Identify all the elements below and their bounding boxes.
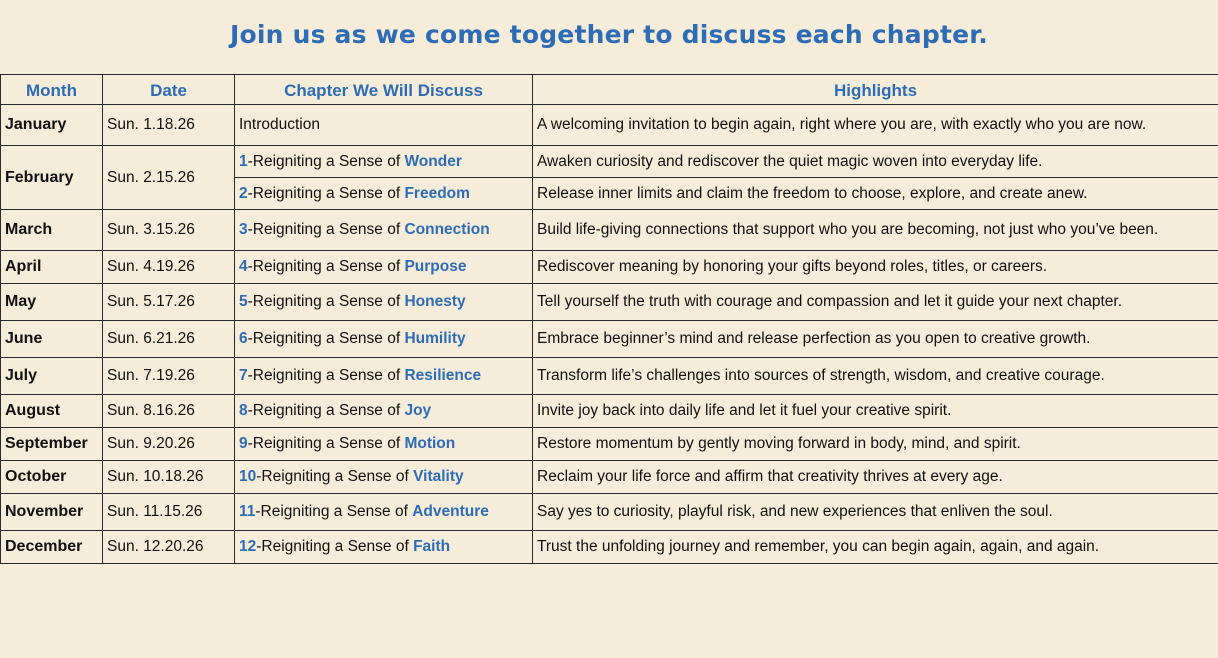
- chapter-keyword: Vitality: [413, 468, 464, 485]
- chapter-text: -Reigniting a Sense of: [247, 184, 405, 202]
- table-row: [1, 146, 1218, 178]
- chapter-keyword: Freedom: [404, 184, 470, 202]
- date-cell: Sun. 5.17.26: [103, 284, 235, 321]
- month-cell: July: [1, 358, 103, 395]
- chapter-cell: [235, 395, 533, 428]
- chapter-cell: [235, 178, 533, 210]
- chapter-text: -Reigniting a Sense of: [247, 435, 405, 452]
- highlight-cell: Build life-giving connections that support who you are becoming, not just who you’ve been.: [533, 210, 1218, 251]
- chapter-text: -Reigniting a Sense of: [247, 367, 405, 384]
- table-row: [1, 284, 1218, 321]
- highlight-cell: Tell yourself the truth with courage and compassion and let it guide your next chapter.: [533, 284, 1218, 321]
- table-row: [1, 321, 1218, 358]
- chapter-cell: [235, 461, 533, 494]
- chapter-cell: [235, 284, 533, 321]
- chapter-text: -Reigniting a Sense of: [256, 538, 414, 555]
- highlight-cell: Invite joy back into daily life and let it fuel your creative spirit.: [533, 395, 1218, 428]
- chapter-number: 9: [239, 435, 248, 452]
- highlight-cell: Say yes to curiosity, playful risk, and new experiences that enliven the soul.: [533, 494, 1218, 531]
- chapter-number: 5: [239, 293, 248, 310]
- chapter-cell: [235, 210, 533, 251]
- date-cell: Sun. 4.19.26: [103, 251, 235, 284]
- month-cell: November: [1, 494, 103, 531]
- chapter-keyword: Motion: [404, 435, 456, 452]
- chapter-cell: [235, 494, 533, 531]
- month-cell: December: [1, 531, 103, 564]
- chapter-cell: [235, 321, 533, 358]
- chapter-text: -Reigniting a Sense of: [247, 293, 405, 310]
- highlight-cell: Trust the unfolding journey and remember, you can begin again, again, and again.: [533, 531, 1218, 564]
- date-cell: Sun. 11.15.26: [103, 494, 235, 531]
- chapter-text: -Reigniting a Sense of: [247, 330, 405, 347]
- month-cell: February: [1, 146, 103, 210]
- header-row: [1, 75, 1218, 105]
- highlight-cell: Release inner limits and claim the freedom to choose, explore, and create anew.: [533, 178, 1218, 210]
- date-cell: Sun. 12.20.26: [103, 531, 235, 564]
- chapter-number: 10: [239, 468, 257, 485]
- date-cell: Sun. 2.15.26: [103, 146, 235, 210]
- date-cell: Sun. 8.16.26: [103, 395, 235, 428]
- chapter-text: -Reigniting a Sense of: [256, 468, 414, 485]
- chapter-text: -Reigniting a Sense of: [247, 402, 405, 419]
- chapter-cell: [235, 358, 533, 395]
- header-highlights: Highlights: [533, 75, 1218, 105]
- banner-title: Join us as we come together to discuss each chapter.: [230, 19, 988, 49]
- chapter-cell: [235, 428, 533, 461]
- chapter-text: -Reigniting a Sense of: [255, 503, 413, 520]
- highlight-cell: Awaken curiosity and rediscover the quiet magic woven into everyday life.: [533, 146, 1218, 178]
- chapter-number: 4: [239, 258, 248, 275]
- table-row: [1, 461, 1218, 494]
- month-cell: September: [1, 428, 103, 461]
- header-chapter: Chapter We Will Discuss: [235, 75, 533, 105]
- highlight-cell: Restore momentum by gently moving forward in body, mind, and spirit.: [533, 428, 1218, 461]
- month-cell: January: [1, 105, 103, 146]
- chapter-keyword: Faith: [413, 538, 451, 555]
- highlight-cell: Transform life’s challenges into sources of strength, wisdom, and creative courage.: [533, 358, 1218, 395]
- date-cell: Sun. 6.21.26: [103, 321, 235, 358]
- chapter-number: 8: [239, 402, 248, 419]
- chapter-keyword: Humility: [404, 330, 466, 347]
- chapter-keyword: Resilience: [404, 367, 482, 384]
- month-cell: March: [1, 210, 103, 251]
- chapter-number: 7: [239, 367, 248, 384]
- header-date: Date: [103, 75, 235, 105]
- chapter-keyword: Purpose: [404, 258, 467, 275]
- chapter-text: -Reigniting a Sense of: [247, 152, 405, 170]
- table-row: [1, 210, 1218, 251]
- table-row: [1, 105, 1218, 146]
- chapter-cell: [235, 251, 533, 284]
- month-cell: May: [1, 284, 103, 321]
- chapter-keyword: Adventure: [412, 503, 489, 520]
- chapter-number: 2: [239, 184, 248, 202]
- highlight-cell: Rediscover meaning by honoring your gifts beyond roles, titles, or careers.: [533, 251, 1218, 284]
- table-row: [1, 428, 1218, 461]
- schedule-table: [0, 74, 1218, 564]
- header-month: Month: [1, 75, 103, 105]
- date-cell: Sun. 3.15.26: [103, 210, 235, 251]
- chapter-cell: [235, 531, 533, 564]
- chapter-number: 11: [239, 503, 256, 520]
- chapter-number: 12: [239, 538, 257, 555]
- date-cell: Sun. 7.19.26: [103, 358, 235, 395]
- chapter-cell: [235, 146, 533, 178]
- month-cell: June: [1, 321, 103, 358]
- chapter-keyword: Wonder: [404, 152, 462, 170]
- chapter-text: -Reigniting a Sense of: [247, 258, 405, 275]
- chapter-number: 3: [239, 221, 248, 238]
- table-row: [1, 395, 1218, 428]
- chapter-keyword: Joy: [404, 402, 432, 419]
- chapter-number: 1: [239, 152, 248, 170]
- table-row: [1, 251, 1218, 284]
- date-cell: Sun. 1.18.26: [103, 105, 235, 146]
- chapter-number: 6: [239, 330, 248, 347]
- date-cell: Sun. 10.18.26: [103, 461, 235, 494]
- table-row: [1, 358, 1218, 395]
- highlight-cell: A welcoming invitation to begin again, right where you are, with exactly who you are now.: [533, 105, 1218, 146]
- date-cell: Sun. 9.20.26: [103, 428, 235, 461]
- table-row: [1, 531, 1218, 564]
- chapter-text: -Reigniting a Sense of: [247, 221, 405, 238]
- banner: [0, 0, 1218, 62]
- chapter-cell: Introduction: [235, 105, 533, 146]
- table-row: [1, 494, 1218, 531]
- month-cell: October: [1, 461, 103, 494]
- chapter-keyword: Connection: [404, 221, 490, 238]
- highlight-cell: Reclaim your life force and affirm that creativity thrives at every age.: [533, 461, 1218, 494]
- chapter-keyword: Honesty: [404, 293, 466, 310]
- month-cell: August: [1, 395, 103, 428]
- month-cell: April: [1, 251, 103, 284]
- highlight-cell: Embrace beginner’s mind and release perfection as you open to creative growth.: [533, 321, 1218, 358]
